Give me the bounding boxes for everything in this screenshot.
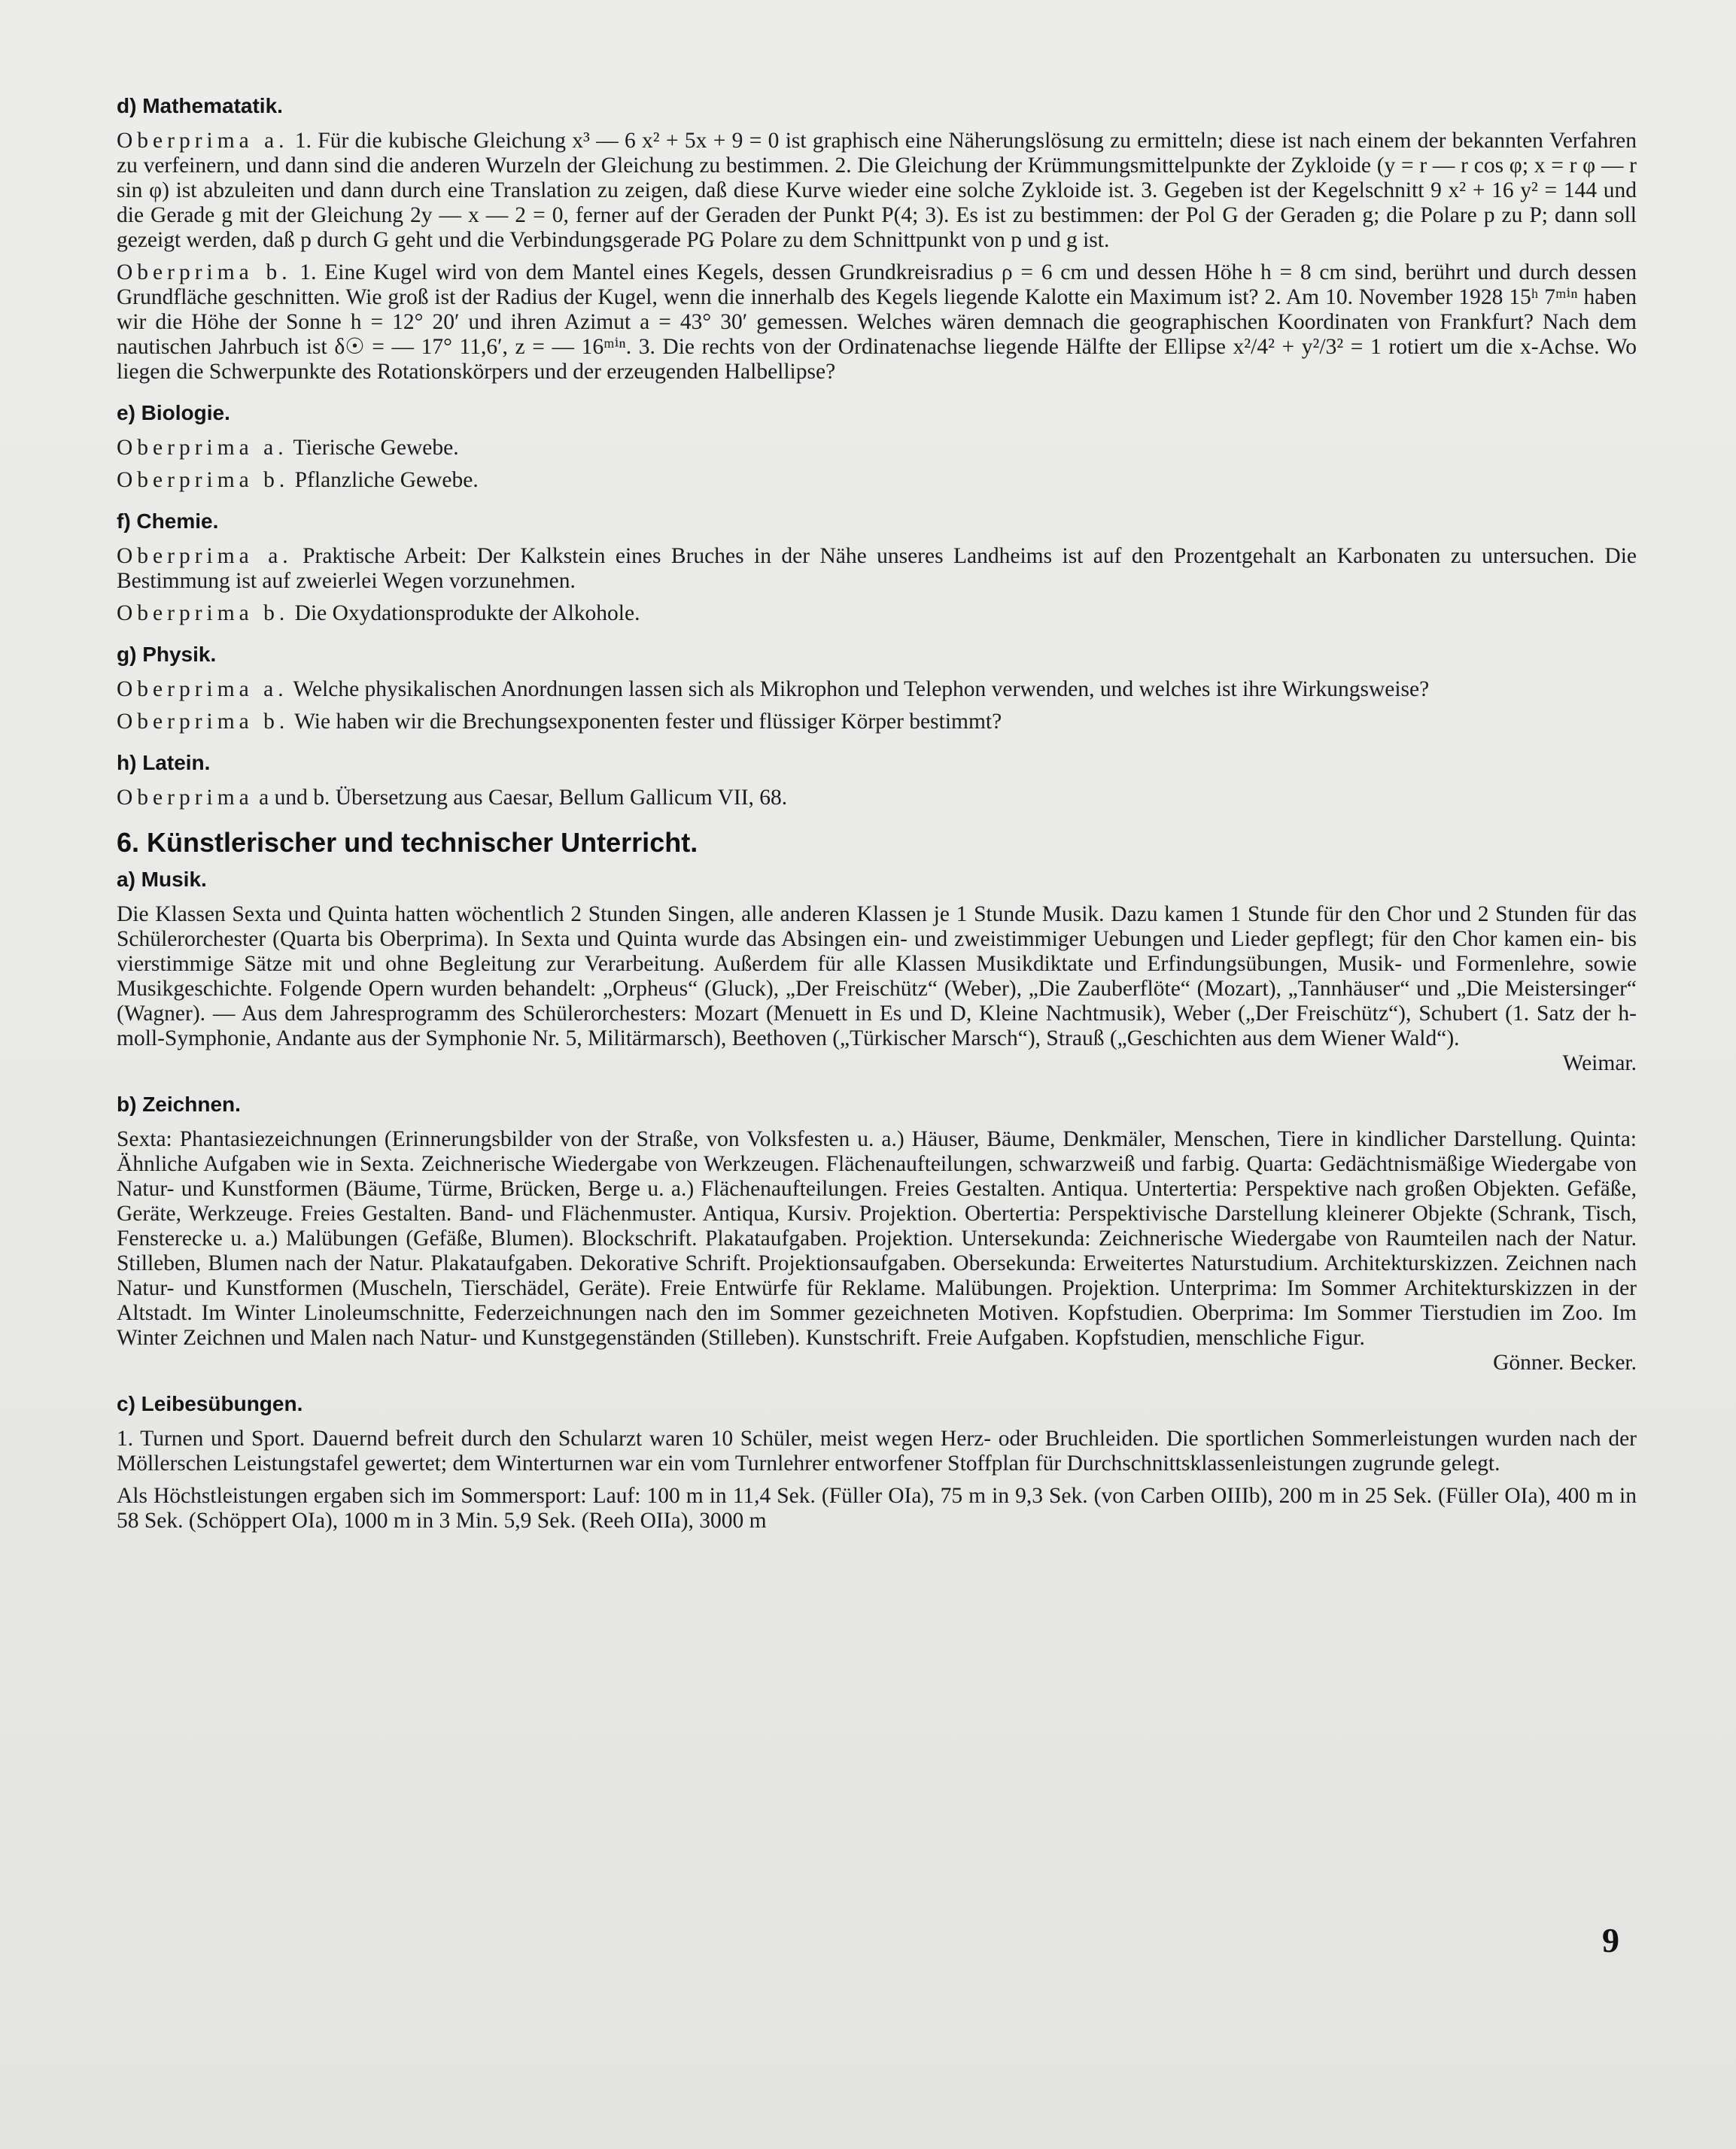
heading-musik: a) Musik. (117, 868, 207, 891)
section-biologie (117, 401, 1637, 493)
paragraph-chemie-oberprima-a (117, 544, 1637, 594)
signature-musik: Weimar. (1562, 1051, 1637, 1075)
paragraph-latein (117, 786, 1637, 810)
paragraph-physik-oberprima-b (117, 710, 1637, 734)
class-label: Oberprima b. (117, 710, 290, 734)
paragraph-text: a und b. Übersetzung aus Caesar, Bellum Gallicum VII, 68. (253, 786, 788, 810)
paragraph-text: Die Oxydationsprodukte der Alkohole. (289, 601, 640, 625)
section-mathematik (117, 94, 1637, 385)
paragraph-mathematik-oberprima-a (117, 129, 1637, 253)
class-label: Oberprima a. (117, 677, 288, 701)
section-6-title: 6. Künstlerischer und technischer Unterricht. (117, 827, 698, 858)
section-leibesuebungen (117, 1392, 1637, 1533)
class-label: Oberprima a. (117, 544, 293, 568)
section-zeichnen (117, 1093, 1637, 1375)
paragraph-zeichnen (117, 1127, 1637, 1375)
paragraph-text: Wie haben wir die Brechungsexponenten fester und flüssiger Körper bestimmt? (289, 710, 1002, 734)
paragraph-text: Welche physikalischen Anordnungen lassen sich als Mikrophon und Telephon verwenden, und welches ist ihre Wirkungsweise? (287, 677, 1430, 701)
paragraph-leibesuebungen-2: Als Höchstleistungen ergaben sich im Sommersport: Lauf: 100 m in 11,4 Sek. (Füller OIa), 75 m in 9,3 Sek. (von Carben OIIIb), 200 m in 25 Sek. (Füller OIa), 400 m in 58 Sek. (Schöppert OIa), 1000 m in 3 Min. 5,9 Sek. (Reeh OIIa), 3000 m (117, 1484, 1637, 1533)
signature-zeichnen: Gönner. Becker. (1493, 1351, 1637, 1375)
paragraph-physik-oberprima-a (117, 677, 1637, 702)
class-label: Oberprima b. (117, 468, 290, 492)
class-label: Oberprima a. (117, 436, 288, 460)
paragraph-text: Tierische Gewebe. (287, 436, 459, 460)
paragraph-text: 1. Für die kubische Gleichung x³ — 6 x² + 5x + 9 = 0 ist graphisch eine Näherungslösung zu ermitteln; diese ist nach einem der bekannten Verfahren zu verfeinern, und dann sind die anderen Wurzeln der Gleichung zu bestimmen. 2. Die Gleichung der Krümmungsmittelpunkte der Zykloide (y = r — r cos φ; x = r φ — r sin φ) ist abzuleiten und dann durch eine Translation zu zeigen, daß diese Kurve wieder eine solche Zykloide ist. 3. Gegeben ist der Kegelschnitt 9 x² + 16 y² = 144 und die Gerade g mit der Gleichung 2y — x — 2 = 0, ferner auf der Geraden der Punkt P(4; 3). Es ist zu bestimmen: der Pol G der Geraden g; die Polare p zu P; dann soll gezeigt werden, daß p durch G geht und die Verbindungsgerade PG Polare zu dem Schnittpunkt von p und g ist. (117, 129, 1637, 252)
paragraph-leibesuebungen-1: 1. Turnen und Sport. Dauernd befreit durch den Schularzt waren 10 Schüler, meist wegen Herz- oder Bruchleiden. Die sportlichen Sommerleistungen wurden nach der Möllerschen Leistungstafel gewertet; dem Winterturnen war ein vom Turnlehrer entworfener Stoffplan für Durchschnittsklassenleistungen zugrunde gelegt. (117, 1427, 1637, 1476)
paragraph-text: Pflanzliche Gewebe. (289, 468, 479, 492)
section-physik (117, 643, 1637, 734)
class-label: Oberprima (117, 786, 254, 810)
heading-physik: g) Physik. (117, 643, 217, 666)
heading-chemie: f) Chemie. (117, 509, 219, 533)
paragraph-biologie-oberprima-a (117, 436, 1637, 460)
section-chemie (117, 509, 1637, 626)
heading-biologie: e) Biologie. (117, 401, 230, 424)
paragraph-chemie-oberprima-b (117, 601, 1637, 626)
section-latein (117, 751, 1637, 810)
paragraph-mathematik-oberprima-b (117, 260, 1637, 385)
page-number: 9 (1602, 1921, 1619, 1959)
class-label: Oberprima b. (117, 601, 290, 625)
class-label: Oberprima a. (117, 129, 289, 153)
paragraph-text: Die Klassen Sexta und Quinta hatten wöchentlich 2 Stunden Singen, alle anderen Klassen je 1 Stunde Musik. Dazu kamen 1 Stunde für den Chor und 2 Stunden für das Schülerorchester (Quarta bis Oberprima). In Sexta und Quinta wurde das Absingen ein- und zweistimmiger Uebungen und Lieder gepflegt; für den Chor kamen ein- bis vierstimmige Sätze mit und ohne Begleitung zur Verarbeitung. Außerdem für alle Klassen Musikdiktate und Erfindungsübungen, Musik- und Formenlehre, sowie Musikgeschichte. Folgende Opern wurden behandelt: „Orpheus“ (Gluck), „Der Freischütz“ (Weber), „Die Zauberflöte“ (Mozart), „Tannhäuser“ und „Die Meistersinger“ (Wagner). — Aus dem Jahresprogramm des Schülerorchesters: Mozart (Menuett in Es und D, Kleine Nachtmusik), Weber („Der Freischütz“), Schubert (1. Satz der h-moll-Symphonie, Andante aus der Symphonie Nr. 5, Militärmarsch), Beethoven („Türkischer Marsch“), Strauß („Geschichten aus dem Wiener Wald“). (117, 902, 1637, 1050)
paragraph-text: Praktische Arbeit: Der Kalkstein eines Bruches in der Nähe unseres Landheims ist auf den Prozentgehalt an Karbonaten zu untersuchen. Die Bestimmung ist auf zweierlei Wegen vorzunehmen. (117, 544, 1637, 593)
paragraph-text: 1. Eine Kugel wird von dem Mantel eines Kegels, dessen Grundkreisradius ρ = 6 cm und dessen Höhe h = 8 cm sind, berührt und durch dessen Grundfläche geschnitten. Wie groß ist der Radius der Kugel, wenn die innerhalb des Kegels liegende Kalotte ein Maximum ist? 2. Am 10. November 1928 15ʰ 7ᵐⁱⁿ haben wir die Höhe der Sonne h = 12° 20′ und ihren Azimut a = 43° 30′ gemessen. Welches wären demnach die geographischen Koordinaten von Frankfurt? Nach dem nautischen Jahrbuch ist δ☉ = — 17° 11,6′, z = — 16ᵐⁱⁿ. 3. Die rechts von der Ordinatenachse liegende Hälfte der Ellipse x²/4² + y²/3² = 1 rotiert um die x-Achse. Wo liegen die Schwerpunkte des Rotationskörpers und der erzeugenden Halbellipse? (117, 260, 1637, 384)
section-musik (117, 868, 1637, 1076)
paragraph-biologie-oberprima-b (117, 468, 1637, 493)
paragraph-musik (117, 902, 1637, 1076)
heading-leibesuebungen: c) Leibesübungen. (117, 1392, 303, 1415)
heading-mathematik: d) Mathematatik. (117, 94, 283, 117)
class-label: Oberprima b. (117, 260, 292, 284)
paragraph-text: Sexta: Phantasiezeichnungen (Erinnerungsbilder von der Straße, von Volksfesten u. a.) Häuser, Bäume, Denkmäler, Menschen, Tiere in kindlicher Darstellung. Quinta: Ähnliche Aufgaben wie in Sexta. Zeichnerische Wiedergabe von Werkzeugen. Flächenaufteilungen, schwarzweiß und farbig. Quarta: Gedächtnismäßige Wiedergabe von Natur- und Kunstformen (Bäume, Türme, Brücken, Berge u. a.) Flächenaufteilungen. Freies Gestalten. Antiqua. Untertertia: Perspektive nach großen Objekten. Gefäße, Geräte, Werkzeuge. Freies Gestalten. Band- und Flächenmuster. Antiqua, Kursiv. Projektion. Obertertia: Perspektivische Darstellung kleinerer Objekte (Schrank, Tisch, Fensterecke u. a.) Malübungen (Gefäße, Blumen). Blockschrift. Plakataufgaben. Projektion. Untersekunda: Zeichnerische Wiedergabe von Raumteilen nach der Natur. Stilleben, Blumen nach der Natur. Plakataufgaben. Dekorative Schrift. Projektionsaufgaben. Obersekunda: Erweitertes Naturstudium. Architekturskizzen. Zeichnen nach Natur- und Kunstformen (Muscheln, Tierschädel, Geräte). Freie Entwürfe für Reklame. Malübungen. Projektion. Unterprima: Im Sommer Architekturskizzen in der Altstadt. Im Winter Linoleumschnitte, Federzeichnungen nach den im Sommer gezeichneten Motiven. Kopfstudien. Oberprima: Im Sommer Tierstudien im Zoo. Im Winter Zeichnen und Malen nach Natur- und Kunstgegenständen (Stilleben). Kunstschrift. Freie Aufgaben. Kopfstudien, menschliche Figur. (117, 1127, 1637, 1350)
heading-zeichnen: b) Zeichnen. (117, 1093, 241, 1116)
heading-latein: h) Latein. (117, 751, 211, 774)
